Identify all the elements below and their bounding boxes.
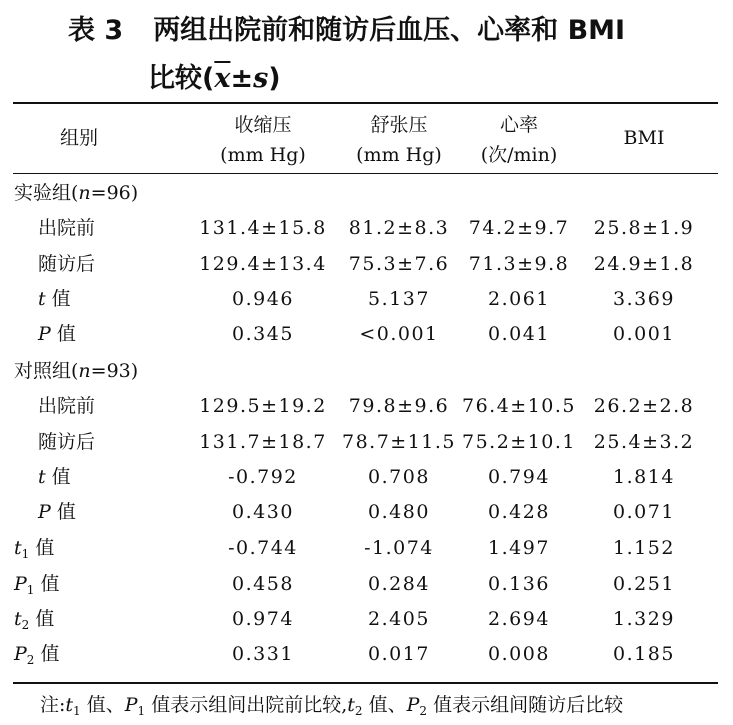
group-ctrl: 对照组(n=93) [14,360,139,382]
row-label: t 值 [38,466,71,488]
header-hr-unit: (次/min) [480,144,558,166]
table-cell: 25.4±3.2 [593,431,695,453]
table-cell: -0.744 [228,537,298,559]
table-cell: 0.794 [488,466,550,488]
row-label: P 值 [38,323,76,345]
header-bmi: BMI [623,127,665,149]
table-cell: 1.814 [613,466,675,488]
table-cell: 0.071 [613,501,675,523]
table-cell: 131.7±18.7 [199,431,327,453]
table-cell: -0.792 [228,466,298,488]
table-note: 注$:t_1$ 值、$P_1$ 值表示组间出院前比较$,t_2$ 值、$P_2$ 值表示组间随访后比较 [40,694,624,718]
title-prefix: 比较( [148,63,215,94]
title-suffix: ) [268,63,281,94]
row-label: 随访后 [38,431,96,453]
table-cell: 0.185 [613,643,675,665]
table-cell: 0.480 [368,501,430,523]
table-cell: 79.8±9.6 [348,395,450,417]
table-cell: 0.008 [488,643,550,665]
header-sbp-unit: (mm Hg) [220,144,306,166]
table-cell: 0.458 [232,573,294,595]
table-cell: 0.428 [488,501,550,523]
table-cell: 74.2±9.7 [468,217,570,239]
table-cell: 1.497 [488,537,550,559]
table-cell: 0.430 [232,501,294,523]
table-cell: 1.329 [613,608,675,630]
row-label: 出院前 [38,217,96,239]
table-cell: 131.4±15.8 [199,217,327,239]
table-cell: 81.2±8.3 [348,217,450,239]
table-cell: 0.017 [368,643,430,665]
row-label: $t_2$ 值 [14,608,55,632]
table-title [68,8,625,47]
row-label: 随访后 [38,253,96,275]
table-cell: -1.074 [364,537,434,559]
table-cell: 129.4±13.4 [199,253,327,275]
header-hr: 心率 [499,114,538,136]
table-cell: 0.251 [613,573,675,595]
row-label: 出院前 [38,395,96,417]
table-number: 表 3 [68,15,124,46]
header-rule [13,173,718,174]
header-group: 组别 [60,127,99,149]
table-cell: 0.284 [368,573,430,595]
mean-symbol: $\overline{x}$ [214,63,231,94]
table-cell: 71.3±9.8 [468,253,570,275]
table-cell: 78.7±11.5 [341,431,457,453]
table-cell: 0.974 [232,608,294,630]
table-cell: 129.5±19.2 [199,395,327,417]
row-label: t 值 [38,288,71,310]
table-cell: <0.001 [359,323,439,345]
plus-minus: ± [230,63,254,94]
table-cell: 24.9±1.8 [593,253,695,275]
table-cell: 75.2±10.1 [461,431,577,453]
table-cell: 0.001 [613,323,675,345]
table-cell: 0.041 [488,323,550,345]
table-cell: 2.061 [488,288,550,310]
table-cell: 0.708 [368,466,430,488]
table-title-main: 两组出院前和随访后血压、心率和 BMI [153,15,626,46]
table-cell: 26.2±2.8 [593,395,695,417]
group-exp: 实验组(n=96) [14,182,139,204]
top-rule [13,102,718,104]
table-cell: 2.694 [488,608,550,630]
table-cell: 75.3±7.6 [348,253,450,275]
table-cell: 0.946 [232,288,294,310]
table-cell: 76.4±10.5 [461,395,577,417]
bottom-rule [13,682,718,684]
row-label: P 值 [38,501,76,523]
table-cell: 25.8±1.9 [593,217,695,239]
row-label: $P_1$ 值 [14,573,60,597]
table-cell: 2.405 [368,608,430,630]
table-cell: 0.345 [232,323,294,345]
table-cell: 1.152 [613,537,675,559]
table-cell: 0.136 [488,573,550,595]
table-cell: 3.369 [613,288,675,310]
header-dbp: 舒张压 [370,114,428,136]
row-label: $t_1$ 值 [14,537,55,561]
header-sbp: 收缩压 [234,114,292,136]
header-dbp-unit: (mm Hg) [356,144,442,166]
table-title-line2 [148,56,281,95]
sd-symbol: s [253,63,269,94]
table-cell: 0.331 [232,643,294,665]
table-cell: 5.137 [368,288,430,310]
row-label: $P_2$ 值 [14,643,60,667]
